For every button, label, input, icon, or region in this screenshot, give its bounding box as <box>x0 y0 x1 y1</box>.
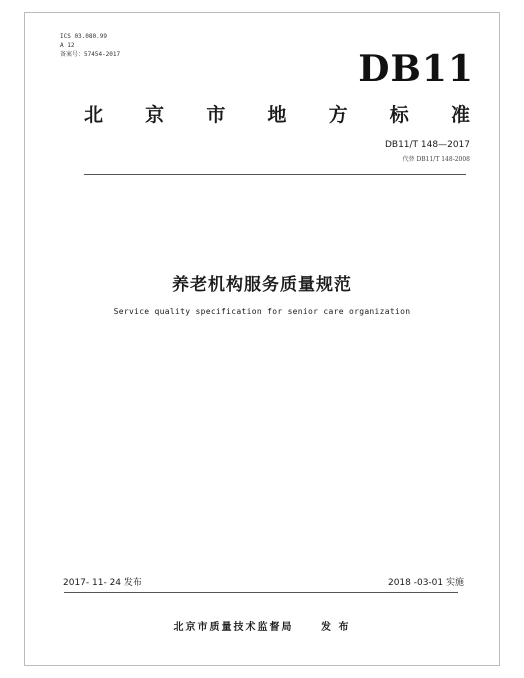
standard-type-heading <box>84 100 470 127</box>
publish-verb: 发 布 <box>321 622 351 633</box>
standard-type-char: 市 <box>206 104 226 126</box>
standard-type-char: 标 <box>389 104 409 126</box>
standard-type-char: 准 <box>450 104 470 126</box>
header-divider <box>84 174 466 175</box>
standard-type-char: 地 <box>267 104 287 126</box>
implementation-date: 2018 -03-01 实施 <box>387 578 464 588</box>
footer-divider <box>64 592 458 593</box>
standard-code-logo: DB11 <box>358 48 474 90</box>
standard-number: DB11/T 148—2017 <box>384 140 470 150</box>
ics-code: ICS 03.080.99 <box>60 33 107 40</box>
filing-number: 备案号：57454-2017 <box>60 51 121 58</box>
standard-type-char: 方 <box>328 104 348 126</box>
document-title-english: Service quality specification for senior care organization <box>113 307 411 316</box>
category-code: A 12 <box>60 42 75 49</box>
document-title-chinese: 养老机构服务质量规范 <box>172 275 352 295</box>
standard-type-char: 北 <box>84 104 104 126</box>
issue-date: 2017- 11- 24 发布 <box>63 578 142 588</box>
publisher-line <box>0 618 524 633</box>
standard-type-char: 京 <box>145 104 165 126</box>
replaces-standard: 代替 DB11/T 148-2008 <box>402 156 470 163</box>
publisher-name: 北京市质量技术监督局 <box>173 622 294 633</box>
